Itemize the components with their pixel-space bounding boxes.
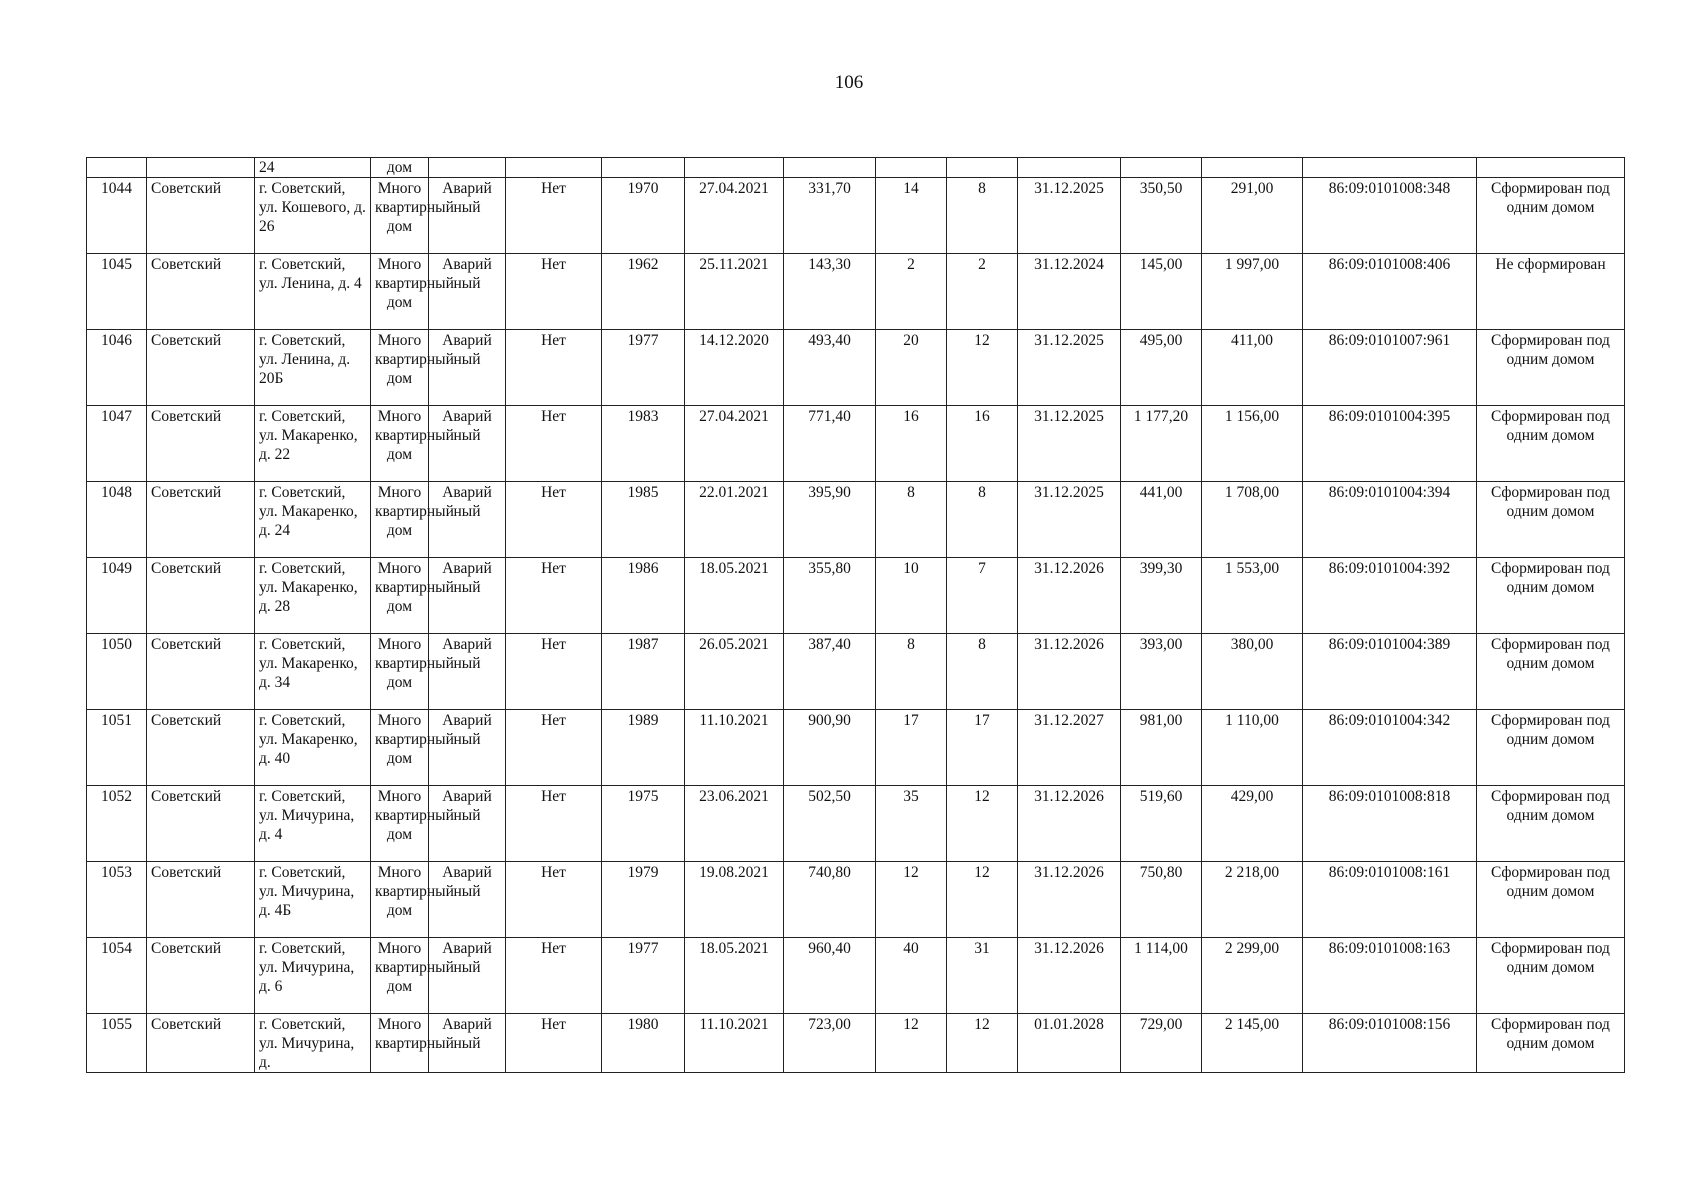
cell-deadline: 31.12.2025 (1018, 178, 1121, 254)
table-row (87, 178, 1625, 254)
cell-deadline: 31.12.2025 (1018, 482, 1121, 558)
cell-cadastral-number: 86:09:0101004:392 (1303, 558, 1477, 634)
cell-year: 1987 (602, 634, 685, 710)
cell-address: г. Советский, ул. Макаренко, д. 24 (255, 482, 371, 558)
cell-year: 1983 (602, 406, 685, 482)
cell-count-2: 12 (947, 862, 1018, 938)
cell-area-2: 729,00 (1121, 1014, 1202, 1073)
cell-number: 1049 (87, 558, 147, 634)
cell-land-area: 2 299,00 (1202, 938, 1303, 1014)
cell-district: Советский (147, 406, 255, 482)
cell-status: Аварий ный (429, 482, 506, 558)
cell-address: г. Советский, ул. Ленина, д. 4 (255, 254, 371, 330)
cell-land-status: Сформирован под одним домом (1477, 634, 1625, 710)
cell-status: Аварий ный (429, 330, 506, 406)
cell-year: 1989 (602, 710, 685, 786)
cell-count-1: 14 (876, 178, 947, 254)
cell-area: 900,90 (784, 710, 876, 786)
cell-cadastral-number: 86:09:0101008:348 (1303, 178, 1477, 254)
cell-cadastral-number: 86:09:0101008:406 (1303, 254, 1477, 330)
cell-cadastral-number: 86:09:0101008:156 (1303, 1014, 1477, 1073)
cell-house-type: дом (371, 158, 429, 178)
cell-address: г. Советский, ул. Макаренко, д. 40 (255, 710, 371, 786)
cell-land-status: Сформирован под одним домом (1477, 178, 1625, 254)
cell-house-type: Много квартирный дом (371, 558, 429, 634)
table-row (87, 1014, 1625, 1073)
cell-land-status: Сформирован под одним домом (1477, 406, 1625, 482)
cell-district: Советский (147, 938, 255, 1014)
cell-land-status: Сформирован под одним домом (1477, 482, 1625, 558)
cell-house-type: Много квартирный дом (371, 634, 429, 710)
cell-area: 960,40 (784, 938, 876, 1014)
cell-deadline: 31.12.2027 (1018, 710, 1121, 786)
cell-status: Аварий ный (429, 862, 506, 938)
cell-deadline: 31.12.2024 (1018, 254, 1121, 330)
cell-district: Советский (147, 558, 255, 634)
cell-flag: Нет (506, 558, 602, 634)
cell-year: 1975 (602, 786, 685, 862)
cell-flag: Нет (506, 862, 602, 938)
cell-house-type: Много квартирный дом (371, 406, 429, 482)
cell-land-status: Сформирован под одним домом (1477, 330, 1625, 406)
cell-land-status: Сформирован под одним домом (1477, 938, 1625, 1014)
cell-area-2: 393,00 (1121, 634, 1202, 710)
cell-number: 1053 (87, 862, 147, 938)
cell-year: 1970 (602, 178, 685, 254)
table-row (87, 558, 1625, 634)
cell-area-2: 350,50 (1121, 178, 1202, 254)
cell-status: Аварий ный (429, 406, 506, 482)
housing-registry-table (86, 157, 1625, 1073)
cell-status: Аварий ный (429, 710, 506, 786)
cell-address: г. Советский, ул. Мичурина, д. 4 (255, 786, 371, 862)
cell-house-type: Много квартирный дом (371, 254, 429, 330)
cell-status: Аварий ный (429, 178, 506, 254)
table-row (87, 786, 1625, 862)
cell-address: 24 (255, 158, 371, 178)
cell-land-status: Сформирован под одним домом (1477, 862, 1625, 938)
cell-house-type: Много квартирный дом (371, 330, 429, 406)
cell-district: Советский (147, 254, 255, 330)
cell-address: г. Советский, ул. Мичурина, д. 4Б (255, 862, 371, 938)
cell-house-type: Много квартирный дом (371, 862, 429, 938)
cell-land-status: Не сформирован (1477, 254, 1625, 330)
cell-count-2: 12 (947, 786, 1018, 862)
cell-year: 1962 (602, 254, 685, 330)
cell-count-1: 12 (876, 1014, 947, 1073)
cell-count-2: 12 (947, 1014, 1018, 1073)
cell-area-2: 399,30 (1121, 558, 1202, 634)
cell-status: Аварий ный (429, 558, 506, 634)
table-row (87, 330, 1625, 406)
cell-address: г. Советский, ул. Мичурина, д. 6 (255, 938, 371, 1014)
cell-land-area: 1 708,00 (1202, 482, 1303, 558)
cell-district: Советский (147, 786, 255, 862)
page-number: 106 (834, 72, 864, 93)
cell-deadline: 31.12.2026 (1018, 634, 1121, 710)
cell-count-2: 12 (947, 330, 1018, 406)
cell-house-type: Много квартирный дом (371, 786, 429, 862)
cell-deadline: 31.12.2025 (1018, 330, 1121, 406)
cell-deadline: 31.12.2026 (1018, 938, 1121, 1014)
cell-area: 493,40 (784, 330, 876, 406)
cell-land-status: Сформирован под одним домом (1477, 558, 1625, 634)
cell-flag: Нет (506, 254, 602, 330)
cell-area-2: 441,00 (1121, 482, 1202, 558)
cell-count-2: 8 (947, 482, 1018, 558)
table-row (87, 406, 1625, 482)
cell-count-2: 2 (947, 254, 1018, 330)
cell-flag: Нет (506, 938, 602, 1014)
cell-address: г. Советский, ул. Кошевого, д. 26 (255, 178, 371, 254)
table-body (87, 158, 1625, 1073)
cell-flag: Нет (506, 406, 602, 482)
cell-number: 1045 (87, 254, 147, 330)
cell-land-area: 1 997,00 (1202, 254, 1303, 330)
cell-district: Советский (147, 634, 255, 710)
cell-number: 1054 (87, 938, 147, 1014)
cell-count-2: 8 (947, 178, 1018, 254)
cell-flag: Нет (506, 634, 602, 710)
cell-area: 395,90 (784, 482, 876, 558)
cell-house-type: Много квартирный (371, 1014, 429, 1073)
cell-deadline: 31.12.2026 (1018, 862, 1121, 938)
cell-land-area: 2 218,00 (1202, 862, 1303, 938)
cell-count-1: 8 (876, 634, 947, 710)
cell-address: г. Советский, ул. Макаренко, д. 22 (255, 406, 371, 482)
cell-area-2: 495,00 (1121, 330, 1202, 406)
cell-area-2: 1 114,00 (1121, 938, 1202, 1014)
cell-area: 143,30 (784, 254, 876, 330)
cell-number: 1044 (87, 178, 147, 254)
cell-address: г. Советский, ул. Макаренко, д. 34 (255, 634, 371, 710)
cell-area-2: 981,00 (1121, 710, 1202, 786)
cell-area-2: 519,60 (1121, 786, 1202, 862)
cell-count-1: 35 (876, 786, 947, 862)
cell-land-area: 291,00 (1202, 178, 1303, 254)
cell-house-type: Много квартирный дом (371, 178, 429, 254)
cell-count-1: 20 (876, 330, 947, 406)
cell-status: Аварий ный (429, 938, 506, 1014)
cell-count-1: 16 (876, 406, 947, 482)
cell-date: 18.05.2021 (685, 938, 784, 1014)
cell-flag: Нет (506, 330, 602, 406)
cell-deadline: 31.12.2026 (1018, 558, 1121, 634)
cell-area: 723,00 (784, 1014, 876, 1073)
cell-number: 1048 (87, 482, 147, 558)
cell-district: Советский (147, 1014, 255, 1073)
cell-count-1: 12 (876, 862, 947, 938)
cell-year: 1979 (602, 862, 685, 938)
cell-date: 23.06.2021 (685, 786, 784, 862)
cell-count-1: 10 (876, 558, 947, 634)
cell-land-area: 2 145,00 (1202, 1014, 1303, 1073)
cell-cadastral-number: 86:09:0101004:342 (1303, 710, 1477, 786)
cell-number: 1051 (87, 710, 147, 786)
table-row (87, 938, 1625, 1014)
cell-area: 771,40 (784, 406, 876, 482)
cell-land-area: 411,00 (1202, 330, 1303, 406)
cell-count-2: 31 (947, 938, 1018, 1014)
cell-number: 1055 (87, 1014, 147, 1073)
cell-deadline: 31.12.2026 (1018, 786, 1121, 862)
cell-flag: Нет (506, 1014, 602, 1073)
cell-date: 27.04.2021 (685, 406, 784, 482)
cell-year: 1986 (602, 558, 685, 634)
cell-district: Советский (147, 482, 255, 558)
cell-land-status: Сформирован под одним домом (1477, 786, 1625, 862)
cell-year: 1977 (602, 330, 685, 406)
cell-address: г. Советский, ул. Мичурина, д. (255, 1014, 371, 1073)
cell-date: 27.04.2021 (685, 178, 784, 254)
cell-land-area: 429,00 (1202, 786, 1303, 862)
cell-status: Аварий ный (429, 1014, 506, 1073)
cell-land-area: 380,00 (1202, 634, 1303, 710)
cell-cadastral-number: 86:09:0101008:818 (1303, 786, 1477, 862)
cell-number: 1050 (87, 634, 147, 710)
cell-land-area: 1 156,00 (1202, 406, 1303, 482)
cell-count-1: 8 (876, 482, 947, 558)
cell-cadastral-number: 86:09:0101007:961 (1303, 330, 1477, 406)
cell-count-1: 40 (876, 938, 947, 1014)
cell-land-area: 1 553,00 (1202, 558, 1303, 634)
cell-flag: Нет (506, 482, 602, 558)
cell-deadline: 31.12.2025 (1018, 406, 1121, 482)
table-row-continuation (87, 158, 1625, 178)
cell-area-2: 145,00 (1121, 254, 1202, 330)
cell-flag: Нет (506, 178, 602, 254)
cell-flag: Нет (506, 710, 602, 786)
cell-number: 1046 (87, 330, 147, 406)
cell-count-2: 16 (947, 406, 1018, 482)
cell-area: 331,70 (784, 178, 876, 254)
cell-year: 1985 (602, 482, 685, 558)
cell-district: Советский (147, 710, 255, 786)
cell-cadastral-number: 86:09:0101008:161 (1303, 862, 1477, 938)
cell-year: 1980 (602, 1014, 685, 1073)
cell-count-1: 2 (876, 254, 947, 330)
cell-status: Аварий ный (429, 254, 506, 330)
cell-cadastral-number: 86:09:0101008:163 (1303, 938, 1477, 1014)
table-row (87, 482, 1625, 558)
cell-district: Советский (147, 330, 255, 406)
cell-house-type: Много квартирный дом (371, 482, 429, 558)
cell-area-2: 1 177,20 (1121, 406, 1202, 482)
cell-district: Советский (147, 862, 255, 938)
cell-area: 740,80 (784, 862, 876, 938)
cell-house-type: Много квартирный дом (371, 710, 429, 786)
cell-count-2: 17 (947, 710, 1018, 786)
cell-date: 26.05.2021 (685, 634, 784, 710)
cell-date: 11.10.2021 (685, 710, 784, 786)
cell-house-type: Много квартирный дом (371, 938, 429, 1014)
table-row (87, 862, 1625, 938)
cell-date: 25.11.2021 (685, 254, 784, 330)
table-row (87, 710, 1625, 786)
cell-date: 18.05.2021 (685, 558, 784, 634)
cell-date: 19.08.2021 (685, 862, 784, 938)
cell-count-2: 7 (947, 558, 1018, 634)
cell-address: г. Советский, ул. Макаренко, д. 28 (255, 558, 371, 634)
cell-deadline: 01.01.2028 (1018, 1014, 1121, 1073)
cell-status: Аварий ный (429, 634, 506, 710)
cell-number: 1052 (87, 786, 147, 862)
cell-date: 11.10.2021 (685, 1014, 784, 1073)
cell-district: Советский (147, 178, 255, 254)
cell-count-2: 8 (947, 634, 1018, 710)
cell-land-area: 1 110,00 (1202, 710, 1303, 786)
cell-date: 14.12.2020 (685, 330, 784, 406)
cell-year: 1977 (602, 938, 685, 1014)
cell-date: 22.01.2021 (685, 482, 784, 558)
cell-status: Аварий ный (429, 786, 506, 862)
cell-area: 502,50 (784, 786, 876, 862)
cell-address: г. Советский, ул. Ленина, д. 20Б (255, 330, 371, 406)
cell-area: 387,40 (784, 634, 876, 710)
cell-land-status: Сформирован под одним домом (1477, 710, 1625, 786)
cell-area: 355,80 (784, 558, 876, 634)
cell-area-2: 750,80 (1121, 862, 1202, 938)
cell-land-status: Сформирован под одним домом (1477, 1014, 1625, 1073)
cell-count-1: 17 (876, 710, 947, 786)
table-row (87, 634, 1625, 710)
cell-flag: Нет (506, 786, 602, 862)
cell-cadastral-number: 86:09:0101004:389 (1303, 634, 1477, 710)
table-row (87, 254, 1625, 330)
cell-cadastral-number: 86:09:0101004:395 (1303, 406, 1477, 482)
cell-number: 1047 (87, 406, 147, 482)
cell-cadastral-number: 86:09:0101004:394 (1303, 482, 1477, 558)
